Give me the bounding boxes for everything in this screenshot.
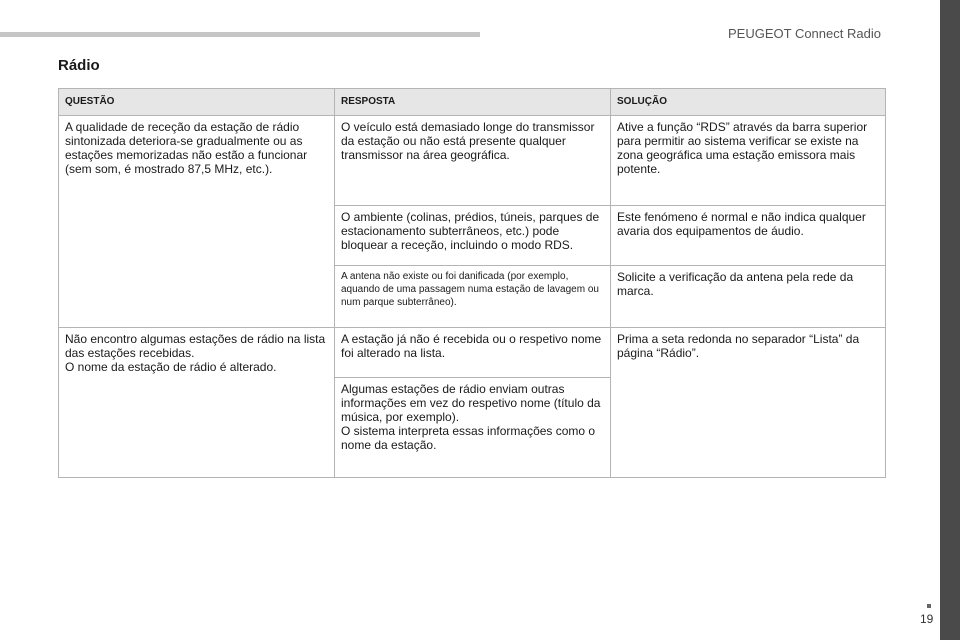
table-header-row bbox=[59, 89, 886, 116]
column-header-answer: RESPOSTA bbox=[335, 89, 611, 116]
page-marker bbox=[927, 604, 931, 608]
page-title: Rádio bbox=[58, 57, 100, 74]
column-header-question: QUESTÃO bbox=[59, 89, 335, 116]
header-rule bbox=[0, 32, 480, 37]
header-title: PEUGEOT Connect Radio bbox=[728, 26, 881, 41]
page-number: 19 bbox=[920, 612, 934, 626]
side-strip bbox=[940, 0, 960, 640]
answer-cell: O veículo está demasiado longe do transmissor da estação ou não está presente qualquer transmissor na área geográfica. bbox=[335, 116, 611, 206]
solution-cell: Este fenómeno é normal e não indica qualquer avaria dos equipamentos de áudio. bbox=[611, 206, 886, 266]
solution-cell: Ative a função “RDS” através da barra superior para permitir ao sistema verificar se existe na zona geográfica uma estação emissora mais potente. bbox=[611, 116, 886, 206]
answer-cell: O ambiente (colinas, prédios, túneis, parques de estacionamento subterrâneos, etc.) pode bloquear a receção, incluindo o modo RDS. bbox=[335, 206, 611, 266]
answer-cell: A estação já não é recebida ou o respetivo nome foi alterado na lista. bbox=[335, 328, 611, 378]
answer-cell: Algumas estações de rádio enviam outras informações em vez do respetivo nome (título da música, por exemplo). O sistema interpreta essas informações como o nome da estação. bbox=[335, 378, 611, 478]
answer-cell: A antena não existe ou foi danificada (por exemplo, aquando de uma passagem numa estação de lavagem ou num parque subterrâneo). bbox=[335, 266, 611, 328]
solution-cell: Solicite a verificação da antena pela rede da marca. bbox=[611, 266, 886, 328]
table-row bbox=[59, 116, 886, 206]
question-cell: Não encontro algumas estações de rádio na lista das estações recebidas. O nome da estação de rádio é alterado. bbox=[59, 328, 335, 478]
troubleshooting-table bbox=[58, 88, 886, 478]
solution-cell: Prima a seta redonda no separador “Lista” da página “Rádio”. bbox=[611, 328, 886, 478]
question-cell: A qualidade de receção da estação de rádio sintonizada deteriora-se gradualmente ou as estações memorizadas não estão a funcionar (sem som, é mostrado 87,5 MHz, etc.). bbox=[59, 116, 335, 328]
column-header-solution: SOLUÇÃO bbox=[611, 89, 886, 116]
table-row bbox=[59, 328, 886, 378]
